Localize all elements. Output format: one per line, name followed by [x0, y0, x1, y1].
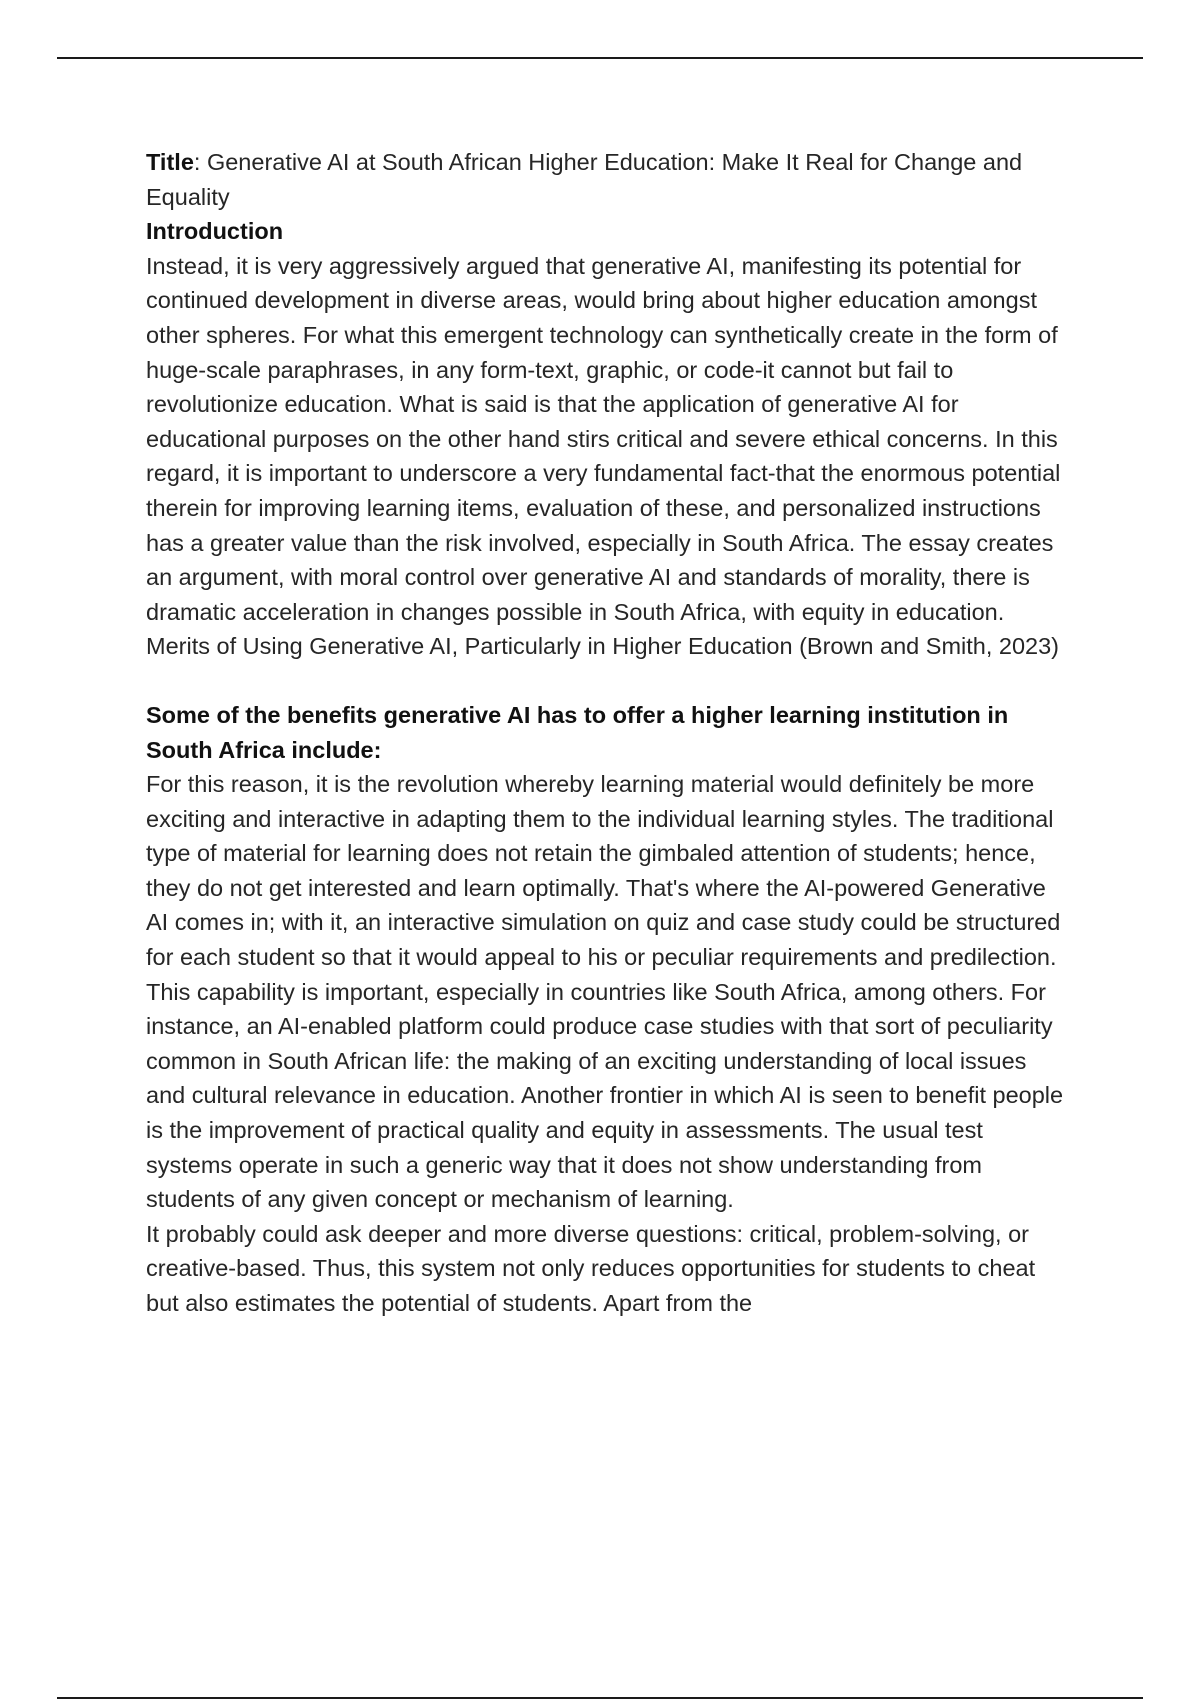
document-body	[146, 145, 1071, 1321]
benefits-section	[146, 698, 1071, 1321]
title-text: Generative AI at South African Higher Education: Make It Real for Change and Equality	[146, 149, 1023, 210]
introduction-heading: Introduction	[146, 218, 284, 245]
benefits-heading: Some of the benefits generative AI has to offer a higher learning institution in South Africa include:	[146, 701, 1009, 763]
title-separator: :	[193, 149, 207, 175]
introduction-paragraph: Instead, it is very aggressively argued that generative AI, manifesting its potential for continued development in diverse areas, would bring about higher education amongst other spheres. For what this emergent technology can synthetically create in the form of huge-scale paraphrases, in any form-text, graphic, or code-it cannot but fail to revolutionize education. What is said is that the application of generative AI for educational purposes on the other hand stirs critical and severe ethical concerns. In this regard, it is important to underscore a very fundamental fact-that the enormous potential therein for improving learning items, evaluation of these, and personalized instructions has a greater value than the risk involved, especially in South Africa. The essay creates an argument, with moral control over generative AI and standards of morality, there is dramatic acceleration in changes possible in South Africa, with equity in education. Merits of Using Generative AI, Particularly in Higher Education (Brown and Smith, 2023)	[146, 252, 1061, 660]
benefits-paragraph-1: For this reason, it is the revolution whereby learning material would definitely be more exciting and interactive in adapting them to the individual learning styles. The traditional type of material for learning does not retain the gimbaled attention of students; hence, they do not get interested and learn optimally. That's where the AI-powered Generative AI comes in; with it, an interactive simulation on quiz and case study could be structured for each student so that it would appeal to his or peculiar requirements and predilection. This capability is important, especially in countries like South Africa, among others. For instance, an AI-enabled platform could produce case studies with that sort of peculiarity common in South African life: the making of an exciting understanding of local issues and cultural relevance in education. Another frontier in which AI is seen to benefit people is the improvement of practical quality and equity in assessments. The usual test systems operate in such a generic way that it does not show understanding from students of any given concept or mechanism of learning.	[146, 771, 1064, 1213]
benefits-paragraph-2: It probably could ask deeper and more diverse questions: critical, problem-solving, or creative-based. Thus, this system not only reduces opportunities for students to cheat but also estimates the potential of students. Apart from the	[146, 1220, 1036, 1316]
document-title	[146, 145, 1071, 214]
top-rule	[57, 57, 1143, 59]
introduction-section	[146, 214, 1071, 664]
title-label: Title	[146, 149, 194, 175]
bottom-rule	[57, 1697, 1143, 1699]
